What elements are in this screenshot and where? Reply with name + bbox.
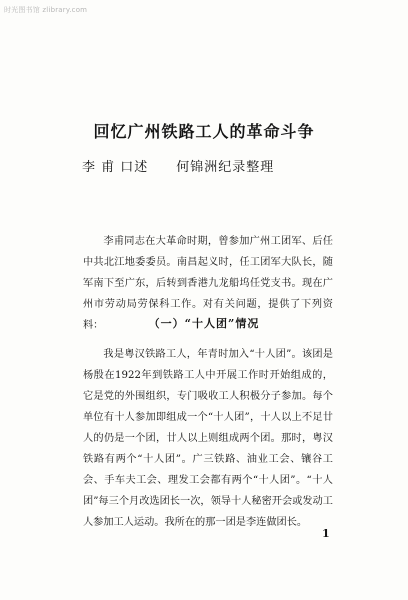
- article-byline: [82, 156, 274, 175]
- library-watermark: 时光图书馆 zlibrary.com: [4, 6, 88, 14]
- recorder-credit: 何锦洲纪录整理: [176, 160, 275, 175]
- article-title: 回忆广州铁路工人的革命斗争: [93, 122, 315, 141]
- intro-paragraph: 李甫同志在大革命时期，曾参加广州工团军、后任中共北江地委委员。南昌起义时，任工团军大队长，随军南下至广东，后转到香港九龙船坞任党支书。现在广州市劳动局劳保科工作。对有关问题，提供了下列资料：: [83, 236, 333, 331]
- page-number: 1: [322, 527, 330, 540]
- section-paragraph: 我是粤汉铁路工人，年青时加入“十人团”。该团是杨殷在1922年到铁路工人中开展工作时开始组成的，它是党的外围组织，专门吸收工人积极分子参加。每个单位有十人参加即组成一个“十人团”，十人以上不足廿人的仍是一个团，廿人以上则组成两个团。那时，粤汉铁路有两个“十人团”。广三铁路、油业工会、镶谷工会、手车夫工会、理发工会都有两个“十人团”。“十人团”每三个月改选团长一次，领导十人秘密开会或发动工人参加工人运动。我所在的那一团是李连做团长。: [83, 349, 333, 528]
- section-heading: （一）“十人团”情况: [148, 317, 260, 330]
- narrator-credit: 李 甫 口述: [82, 160, 149, 175]
